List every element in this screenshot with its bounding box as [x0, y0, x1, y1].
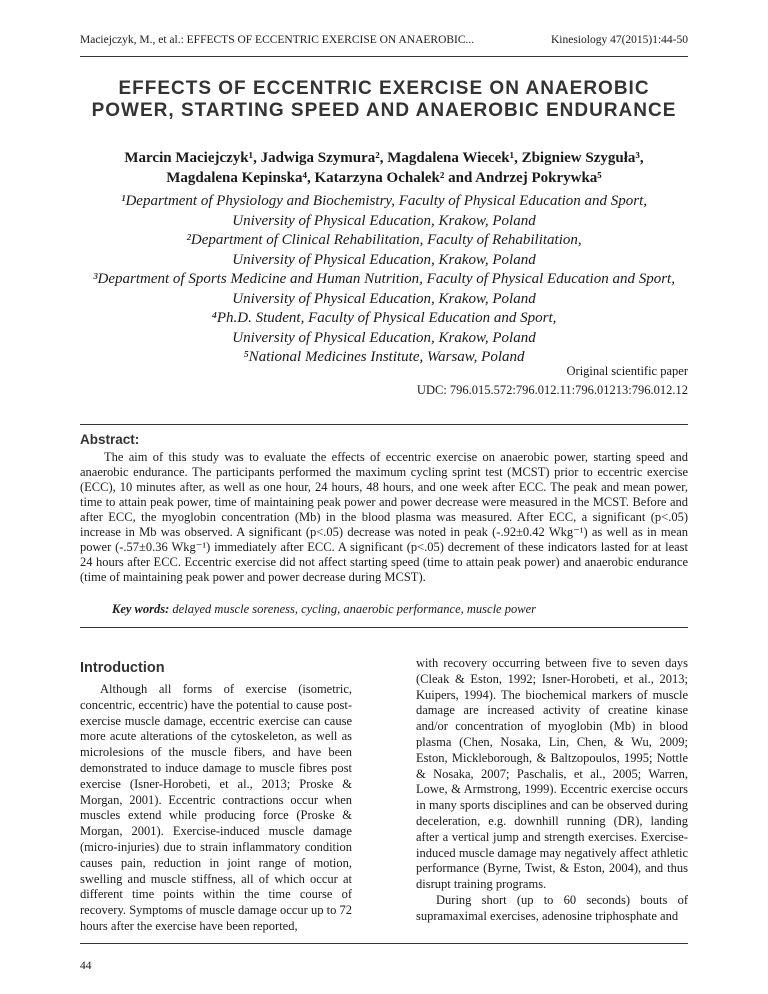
udc-code: UDC: 796.015.572:796.012.11:796.01213:796.012.12 — [416, 383, 688, 397]
header-rule — [80, 56, 688, 57]
affiliation-line: University of Physical Education, Krakow, Poland — [232, 290, 536, 307]
abstract-top-rule — [80, 424, 688, 425]
affiliation-line: ⁴Ph.D. Student, Faculty of Physical Education and Sport, — [211, 310, 557, 326]
body-column-left: Although all forms of exercise (isometric, concentric, eccentric) have the potential to cause post-exercise muscle damage, eccentric exercise can cause more acute alterations of the cytoskeleton, as well as microlesions of the muscle fibers, and have been demonstrated to induce damage to muscle fibres post exercise (Isner-Horobeti, et al., 2013; Proske & Morgan, 2001). Eccentric contractions occur when muscles extend while producing force (Proske & Morgan, 2001). Exercise-induced muscle damage (micro-injuries) due to strain inflammatory condition causes pain, reduction in joint range of motion, swelling and muscle stiffness, all of which occur at different time points within the time course of recovery. Symptoms of muscle damage occur up to 72 hours after the exercise have been reported, — [80, 682, 352, 933]
paper-type: Original scientific paper — [566, 364, 688, 378]
authors-line-1: Marcin Maciejczyk¹, Jadwiga Szymura², Magdalena Wiecek¹, Zbigniew Szyguła³, — [124, 150, 644, 166]
affiliation-line: University of Physical Education, Krakow, Poland — [232, 212, 536, 229]
paper-title — [80, 78, 688, 122]
affiliation-line: University of Physical Education, Krakow, Poland — [232, 251, 536, 268]
affiliation-line: ³Department of Sports Medicine and Human Nutrition, Faculty of Physical Education and Sport, — [93, 271, 675, 287]
paper-title-line-2: POWER, STARTING SPEED AND ANAEROBIC ENDURANCE — [91, 100, 677, 121]
affiliation-line: ²Department of Clinical Rehabilitation, Faculty of Rehabilitation, — [186, 232, 582, 248]
abstract-text: The aim of this study was to evaluate the effects of eccentric exercise on anaerobic power, starting speed and anaerobic endurance. The participants performed the maximum cycling sprint test (MCST) prior to eccentric exercise (ECC), 10 minutes after, as well as one hour, 24 hours, 48 hours, and one week after ECC. The peak and mean power, time to attain peak power, time of maintaining peak power and power decrease were measured in the MCST. Before and after ECC, the myoglobin concentration (Mb) in the blood plasma was measured. After ECC, a significant (p<.05) increase in Mb was observed. A significant (p<.05) decrease was noted in peak (-.92±0.42 Wkg⁻¹) as well as in mean power (-.57±0.36 Wkg⁻¹) immediately after ECC. A significant (p<.05) decrement of these indicators lasted for at least 24 hours after ECC. Eccentric exercise did not affect starting speed (time to attain peak power) and anaerobic endurance (time of maintaining peak power and power decrease during MCST). — [80, 450, 688, 584]
paragraph: During short (up to 60 seconds) bouts of supramaximal exercises, adenosine triphosphate and — [416, 892, 688, 923]
paper-title-line-1: EFFECTS OF ECCENTRIC EXERCISE ON ANAEROBIC — [118, 78, 650, 99]
section-heading-introduction: Introduction — [80, 660, 165, 676]
running-header-left: Maciejczyk, M., et al.: EFFECTS OF ECCENTRIC EXERCISE ON ANAEROBIC... — [80, 34, 475, 46]
abstract-heading: Abstract: — [80, 432, 140, 447]
keywords-text: delayed muscle soreness, cycling, anaerobic performance, muscle power — [172, 602, 536, 616]
paragraph: with recovery occurring between five to seven days (Cleak & Eston, 1992; Isner-Horobeti, et al., 2013; Kuipers, 1994). The biochemical markers of muscle damage are increased activity of creatine kinase and/or concentration of myoglobin (Mb) in blood plasma (Chen, Nosaka, Lin, Chen, & Wu, 2009; Eston, Mickleborough, & Baltzopoulos, 1995; Nottle & Nosaka, 2007; Paschalis, et al., 2005; Warren, Lowe, & Armstrong, 1999). Eccentric exercise occurs in many sports disciplines and can be observed during deceleration, e.g. downhill running (DR), landing after a vertical jump and strength exercises. Exercise-induced muscle damage may negatively affect athletic performance (Byrne, Twist, & Eston, 2004), and thus disrupt training programs. — [416, 656, 688, 892]
keywords — [112, 602, 688, 617]
paper-meta — [417, 362, 688, 400]
affiliation-line: University of Physical Education, Krakow, Poland — [232, 329, 536, 346]
keywords-bottom-rule — [80, 627, 688, 628]
affiliation-line: ¹Department of Physiology and Biochemistry, Faculty of Physical Education and Sport, — [120, 193, 648, 209]
author-list — [80, 148, 688, 188]
authors-line-2: Magdalena Kepinska⁴, Katarzyna Ochalek² and Andrzej Pokrywka⁵ — [166, 170, 602, 186]
affiliation-line: ⁵National Medicines Institute, Warsaw, Poland — [243, 349, 525, 365]
footer-rule — [80, 943, 688, 944]
affiliations — [60, 192, 708, 368]
keywords-label: Key words: — [112, 602, 170, 616]
page-number: 44 — [80, 960, 92, 972]
body-column-right — [416, 656, 688, 925]
running-header-right: Kinesiology 47(2015)1:44-50 — [550, 34, 688, 46]
